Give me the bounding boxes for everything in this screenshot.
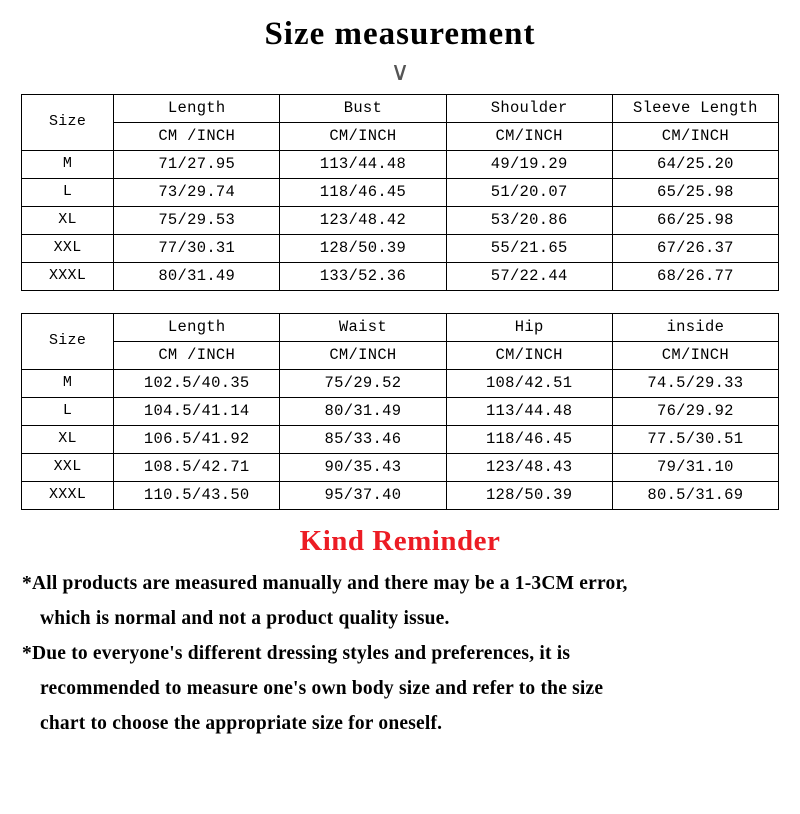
column-header-waist: Waist <box>280 314 446 342</box>
unit-hip: CM/INCH <box>446 342 612 370</box>
unit-length: CM /INCH <box>114 123 280 151</box>
cell-waist: 85/33.46 <box>280 426 446 454</box>
cell-inside: 79/31.10 <box>612 454 778 482</box>
note-line: chart to choose the appropriate size for oneself. <box>40 713 443 734</box>
table-row <box>22 151 779 179</box>
cell-size: M <box>22 370 114 398</box>
cell-sleeve-length: 67/26.37 <box>612 235 778 263</box>
table-unit-row <box>22 342 779 370</box>
column-header-length: Length <box>114 314 280 342</box>
unit-length: CM /INCH <box>114 342 280 370</box>
cell-shoulder: 49/19.29 <box>446 151 612 179</box>
cell-bust: 128/50.39 <box>280 235 446 263</box>
table-row <box>22 263 779 291</box>
note-line: recommended to measure one's own body size and refer to the size <box>40 678 604 699</box>
cell-waist: 90/35.43 <box>280 454 446 482</box>
table-row <box>22 482 779 510</box>
cell-bust: 118/46.45 <box>280 179 446 207</box>
table-row <box>22 426 779 454</box>
note-line: *All products are measured manually and there may be a 1-3CM error, <box>22 573 628 594</box>
cell-length: 71/27.95 <box>114 151 280 179</box>
cell-hip: 118/46.45 <box>446 426 612 454</box>
cell-inside: 74.5/29.33 <box>612 370 778 398</box>
unit-bust: CM/INCH <box>280 123 446 151</box>
cell-hip: 113/44.48 <box>446 398 612 426</box>
cell-shoulder: 57/22.44 <box>446 263 612 291</box>
cell-waist: 95/37.40 <box>280 482 446 510</box>
cell-shoulder: 55/21.65 <box>446 235 612 263</box>
size-chart-page <box>0 14 800 814</box>
table-header-row <box>22 95 779 123</box>
table-row <box>22 179 779 207</box>
table-row <box>22 207 779 235</box>
note-line: *Due to everyone's different dressing styles and preferences, it is <box>22 643 571 664</box>
cell-size: XXL <box>22 235 114 263</box>
cell-size: XL <box>22 207 114 235</box>
cell-size: XXXL <box>22 482 114 510</box>
cell-size: XL <box>22 426 114 454</box>
cell-size: L <box>22 398 114 426</box>
cell-length: 80/31.49 <box>114 263 280 291</box>
cell-hip: 128/50.39 <box>446 482 612 510</box>
cell-hip: 108/42.51 <box>446 370 612 398</box>
cell-length: 75/29.53 <box>114 207 280 235</box>
column-header-hip: Hip <box>446 314 612 342</box>
unit-inside: CM/INCH <box>612 342 778 370</box>
chevron-down-icon: ∨ <box>390 56 410 86</box>
table-spacer <box>0 291 800 313</box>
cell-size: M <box>22 151 114 179</box>
cell-size: L <box>22 179 114 207</box>
column-header-length: Length <box>114 95 280 123</box>
cell-inside: 80.5/31.69 <box>612 482 778 510</box>
cell-bust: 133/52.36 <box>280 263 446 291</box>
cell-size: XXXL <box>22 263 114 291</box>
table-header-row <box>22 314 779 342</box>
table-row <box>22 370 779 398</box>
cell-inside: 76/29.92 <box>612 398 778 426</box>
unit-shoulder: CM/INCH <box>446 123 612 151</box>
cell-sleeve-length: 68/26.77 <box>612 263 778 291</box>
cell-sleeve-length: 64/25.20 <box>612 151 778 179</box>
top-size-chart <box>21 94 779 291</box>
cell-shoulder: 51/20.07 <box>446 179 612 207</box>
column-header-size: Size <box>22 95 114 151</box>
column-header-size: Size <box>22 314 114 370</box>
cell-bust: 123/48.42 <box>280 207 446 235</box>
cell-hip: 123/48.43 <box>446 454 612 482</box>
cell-length: 73/29.74 <box>114 179 280 207</box>
table-row <box>22 235 779 263</box>
cell-bust: 113/44.48 <box>280 151 446 179</box>
table-row <box>22 398 779 426</box>
reminder-notes <box>22 566 778 741</box>
cell-length: 106.5/41.92 <box>114 426 280 454</box>
cell-length: 108.5/42.71 <box>114 454 280 482</box>
column-header-bust: Bust <box>280 95 446 123</box>
cell-size: XXL <box>22 454 114 482</box>
page-title: Size measurement <box>264 16 536 52</box>
cell-length: 104.5/41.14 <box>114 398 280 426</box>
cell-sleeve-length: 65/25.98 <box>612 179 778 207</box>
cell-length: 102.5/40.35 <box>114 370 280 398</box>
cell-sleeve-length: 66/25.98 <box>612 207 778 235</box>
cell-length: 110.5/43.50 <box>114 482 280 510</box>
bottom-size-chart <box>21 313 779 510</box>
cell-shoulder: 53/20.86 <box>446 207 612 235</box>
cell-inside: 77.5/30.51 <box>612 426 778 454</box>
column-header-inside: inside <box>612 314 778 342</box>
table-row <box>22 454 779 482</box>
unit-waist: CM/INCH <box>280 342 446 370</box>
table-unit-row <box>22 123 779 151</box>
column-header-sleeve-length: Sleeve Length <box>612 95 778 123</box>
unit-sleeve-length: CM/INCH <box>612 123 778 151</box>
column-header-shoulder: Shoulder <box>446 95 612 123</box>
cell-waist: 75/29.52 <box>280 370 446 398</box>
kind-reminder-heading: Kind Reminder <box>299 525 501 557</box>
note-line: which is normal and not a product quality issue. <box>40 608 450 629</box>
cell-waist: 80/31.49 <box>280 398 446 426</box>
cell-length: 77/30.31 <box>114 235 280 263</box>
